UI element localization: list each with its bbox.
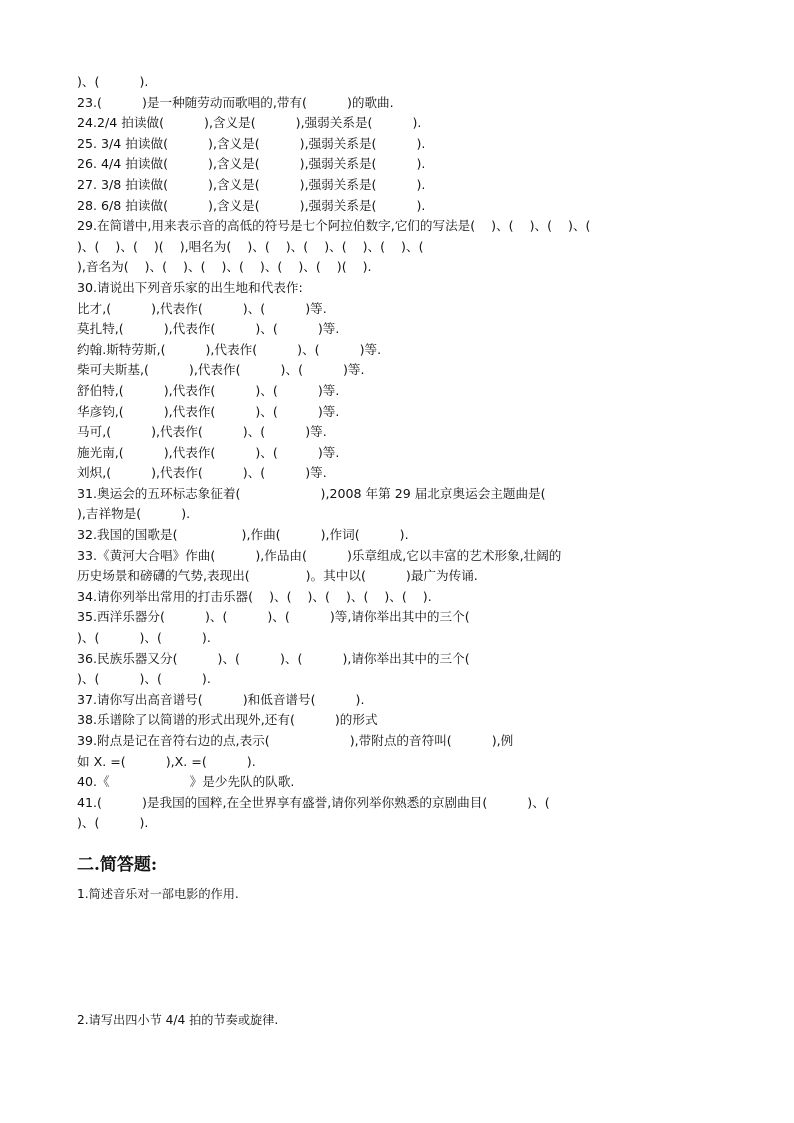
question-line: 马可,( ),代表作( )、( )等.	[77, 424, 327, 440]
question-line: 40.《 》是少先队的队歌.	[77, 774, 295, 790]
question-line: 24.2/4 拍读做( ),含义是( ),强弱关系是( ).	[77, 115, 422, 131]
question-line: 39.附点是记在音符右边的点,表示( ),带附点的音符叫( ),例	[77, 733, 514, 748]
question-line: 28. 6/8 拍读做( ),含义是( ),强弱关系是( ).	[77, 197, 426, 213]
short-answer-question-1: 1.简述音乐对一部电影的作用.	[77, 887, 239, 901]
question-line: 柴可夫斯基,( ),代表作( )、( )等.	[77, 362, 365, 378]
question-line: 舒伯特,( ),代表作( )、( )等.	[77, 382, 340, 398]
short-answer-question-2: 2.请写出四小节 4/4 拍的节奏或旋律.	[77, 1013, 279, 1027]
question-line: )、( )、( )( ),唱名为( )、( )、( )、( )、( )、(	[77, 238, 424, 254]
question-line: 34.请你列举出常用的打击乐器( )、( )、( )、( )、( ).	[77, 588, 432, 604]
question-line: )、( )、( ).	[77, 671, 211, 687]
question-line: 莫扎特,( ),代表作( )、( )等.	[77, 321, 340, 337]
question-line: )、( )、( ).	[77, 630, 211, 646]
question-line: 23.( )是一种随劳动而歌唱的,带有( )的歌曲.	[77, 94, 394, 110]
question-line: 约翰.斯特劳斯,( ),代表作( )、( )等.	[77, 341, 382, 357]
question-line: ),吉祥物是( ).	[77, 506, 191, 522]
question-line: 33.《黄河大合唱》作曲( ),作品由( )乐章组成,它以丰富的艺术形象,壮阔的	[77, 547, 562, 563]
question-line: 41.( )是我国的国粹,在全世界享有盛誉,请你列举你熟悉的京剧曲目( )、(	[77, 794, 550, 810]
question-line: 35.西洋乐器分( )、( )、( )等,请你举出其中的三个(	[77, 609, 470, 625]
question-line: )、( ).	[77, 74, 149, 89]
question-line: 刘炽,( ),代表作( )、( )等.	[77, 465, 327, 481]
section-title: 二.简答题:	[77, 855, 158, 875]
question-line: 26. 4/4 拍读做( ),含义是( ),强弱关系是( ).	[77, 156, 426, 172]
question-line: )、( ).	[77, 815, 149, 831]
question-line: 25. 3/4 拍读做( ),含义是( ),强弱关系是( ).	[77, 135, 426, 151]
question-line: 历史场景和磅礴的气势,表现出( )。其中以( )最广为传诵.	[77, 568, 478, 584]
question-line: 如 X. =( ),X. =( ).	[77, 753, 256, 769]
question-line: 比才,( ),代表作( )、( )等.	[77, 300, 327, 316]
question-line: 27. 3/8 拍读做( ),含义是( ),强弱关系是( ).	[77, 176, 426, 192]
question-line: 36.民族乐器又分( )、( )、( ),请你举出其中的三个(	[77, 650, 470, 666]
question-line: 38.乐谱除了以简谱的形式出现外,还有( )的形式	[77, 712, 378, 728]
question-line: 华彦钧,( ),代表作( )、( )等.	[77, 403, 340, 419]
question-line: 施光南,( ),代表作( )、( )等.	[77, 444, 340, 460]
question-line: 29.在简谱中,用来表示音的高低的符号是七个阿拉伯数字,它们的写法是( )、( )、( )、(	[77, 218, 591, 234]
question-line: 32.我国的国歌是( ),作曲( ),作词( ).	[77, 527, 409, 543]
question-line: ),音名为( )、( )、( )、( )、( )、( )( ).	[77, 259, 372, 275]
question-line: 30.请说出下列音乐家的出生地和代表作:	[77, 279, 303, 295]
fill-in-questions	[77, 72, 722, 834]
question-line: 37.请你写出高音谱号( )和低音谱号( ).	[77, 691, 365, 707]
question-line: 31.奥运会的五环标志象征着( ),2008 年第 29 届北京奥运会主题曲是(	[77, 485, 546, 501]
